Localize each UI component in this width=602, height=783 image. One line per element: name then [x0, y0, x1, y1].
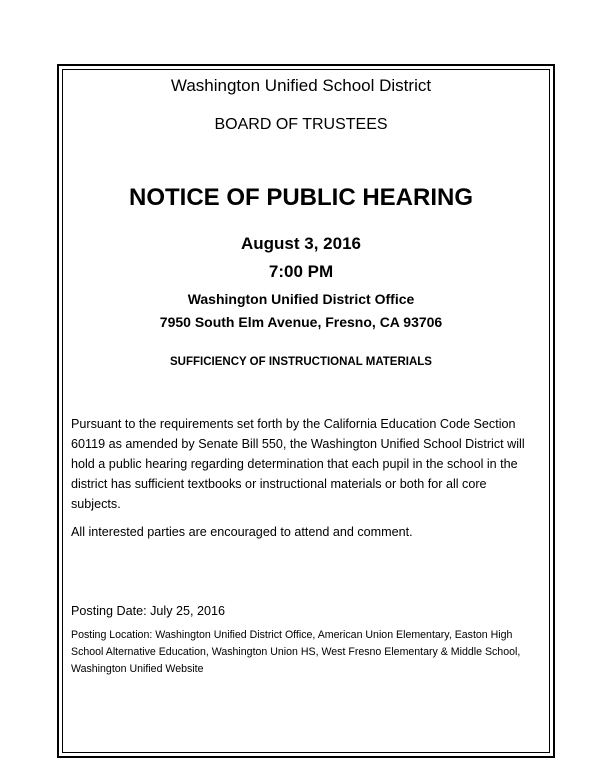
hearing-date: August 3, 2016: [241, 234, 361, 253]
encouragement-text: All interested parties are encouraged to attend and comment.: [71, 525, 413, 539]
posting-date: Posting Date: July 25, 2016: [71, 604, 226, 618]
body-line: 60119 as amended by Senate Bill 550, the Washington Unified School District will: [71, 437, 525, 451]
body-paragraph: [71, 414, 545, 514]
hearing-subject: SUFFICIENCY OF INSTRUCTIONAL MATERIALS: [170, 356, 432, 368]
hearing-location-name: Washington Unified District Office: [187, 291, 415, 307]
posting-location: [71, 627, 545, 678]
body-line: hold a public hearing regarding determination that each pupil in the school in the: [71, 457, 518, 471]
notice-title: NOTICE OF PUBLIC HEARING: [128, 184, 473, 211]
body-line: Pursuant to the requirements set forth by the California Education Code Section: [71, 417, 516, 431]
district-name: Washington Unified School District: [170, 76, 432, 95]
hearing-time: 7:00 PM: [268, 262, 334, 281]
posting-location-line: Washington Unified Website: [71, 663, 204, 675]
body-line: district has sufficient textbooks or instructional materials or both for all core: [71, 477, 487, 491]
posting-location-line: Posting Location: Washington Unified District Office, American Union Elementary, Easton High: [71, 629, 513, 641]
board-name: BOARD OF TRUSTEES: [214, 116, 388, 133]
hearing-address: 7950 South Elm Avenue, Fresno, CA 93706: [159, 314, 443, 330]
posting-location-line: School Alternative Education, Washington Union HS, West Fresno Elementary & Middle School,: [71, 646, 521, 658]
body-line: subjects.: [71, 497, 121, 511]
